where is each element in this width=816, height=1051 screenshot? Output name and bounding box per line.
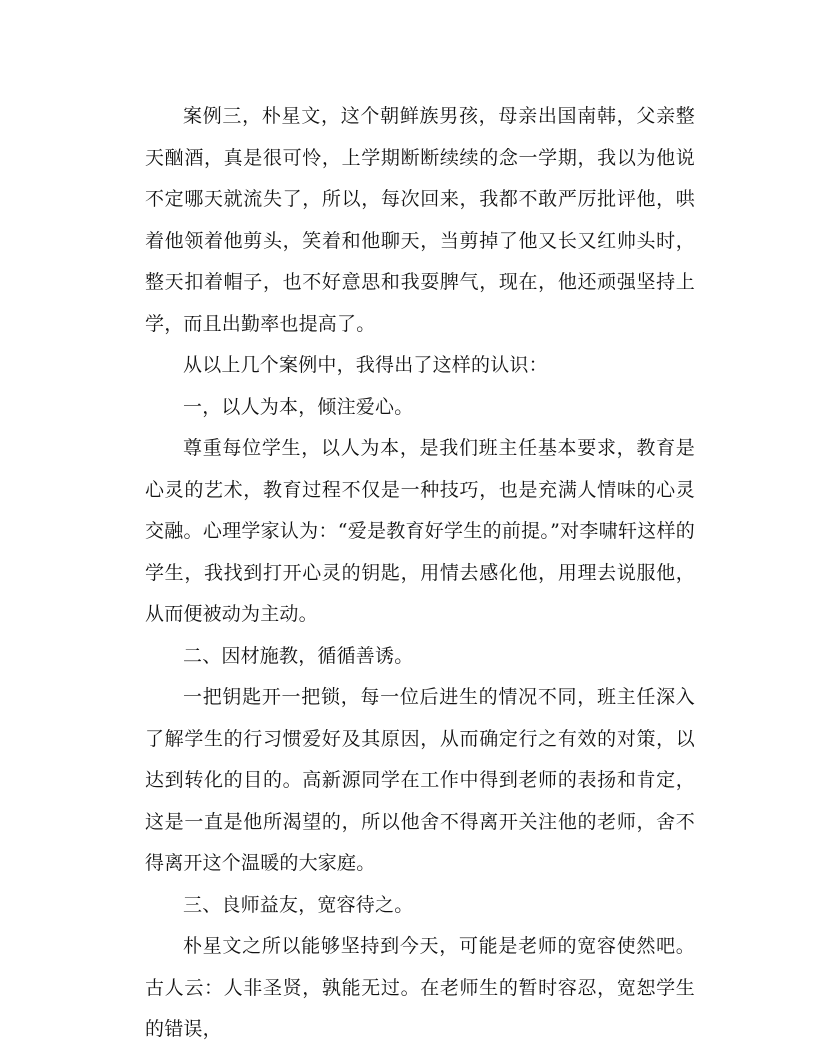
paragraph-case-three: 案例三，朴星文，这个朝鲜族男孩，母亲出国南韩，父亲整天酗酒，真是很可怜，上学期断断续续的念一学期，我以为他说不定哪天就流失了，所以，每次回来，我都不敢严厉批评他，哄着他领着他剪头，笑着和他聊天，当剪掉了他又长又红帅头时，整天扣着帽子，也不好意思和我耍脾气，现在，他还顽强坚持上学，而且出勤率也提高了。 <box>145 105 695 335</box>
document-body <box>145 96 695 1051</box>
paragraph-point-two: 一把钥匙开一把锁，每一位后进生的情况不同，班主任深入了解学生的行习惯爱好及其原因，从而确定行之有效的对策，以达到转化的目的。高新源同学在工作中得到老师的表扬和肯定，这是一直是他所渴望的，所以他舍不得离开关注他的老师，舍不得离开这个温暖的大家庭。 <box>145 686 695 874</box>
heading-point-one: 一，以人为本，倾注爱心。 <box>183 395 414 418</box>
heading-point-three: 三、良师益友，宽容待之。 <box>183 893 414 916</box>
heading-point-two: 二、因材施教，循循善诱。 <box>183 644 414 667</box>
paragraph-conclusion-intro: 从以上几个案例中，我得出了这样的认识： <box>183 354 548 376</box>
paragraph-point-one: 尊重每位学生，以人为本，是我们班主任基本要求，教育是心灵的艺术，教育过程不仅是一种技巧，也是充满人情味的心灵交融。心理学家认为：“爱是教育好学生的前提。”对李啸轩这样的学生，我找到打开心灵的钥匙，用情去感化他，用理去说服他，从而便被动为主动。 <box>145 437 695 625</box>
paragraph-point-three: 朴星文之所以能够坚持到今天，可能是老师的宽容使然吧。古人云：人非圣贤，孰能无过。在老师生的暂时容忍，宽恕学生的错误， <box>145 935 695 1040</box>
